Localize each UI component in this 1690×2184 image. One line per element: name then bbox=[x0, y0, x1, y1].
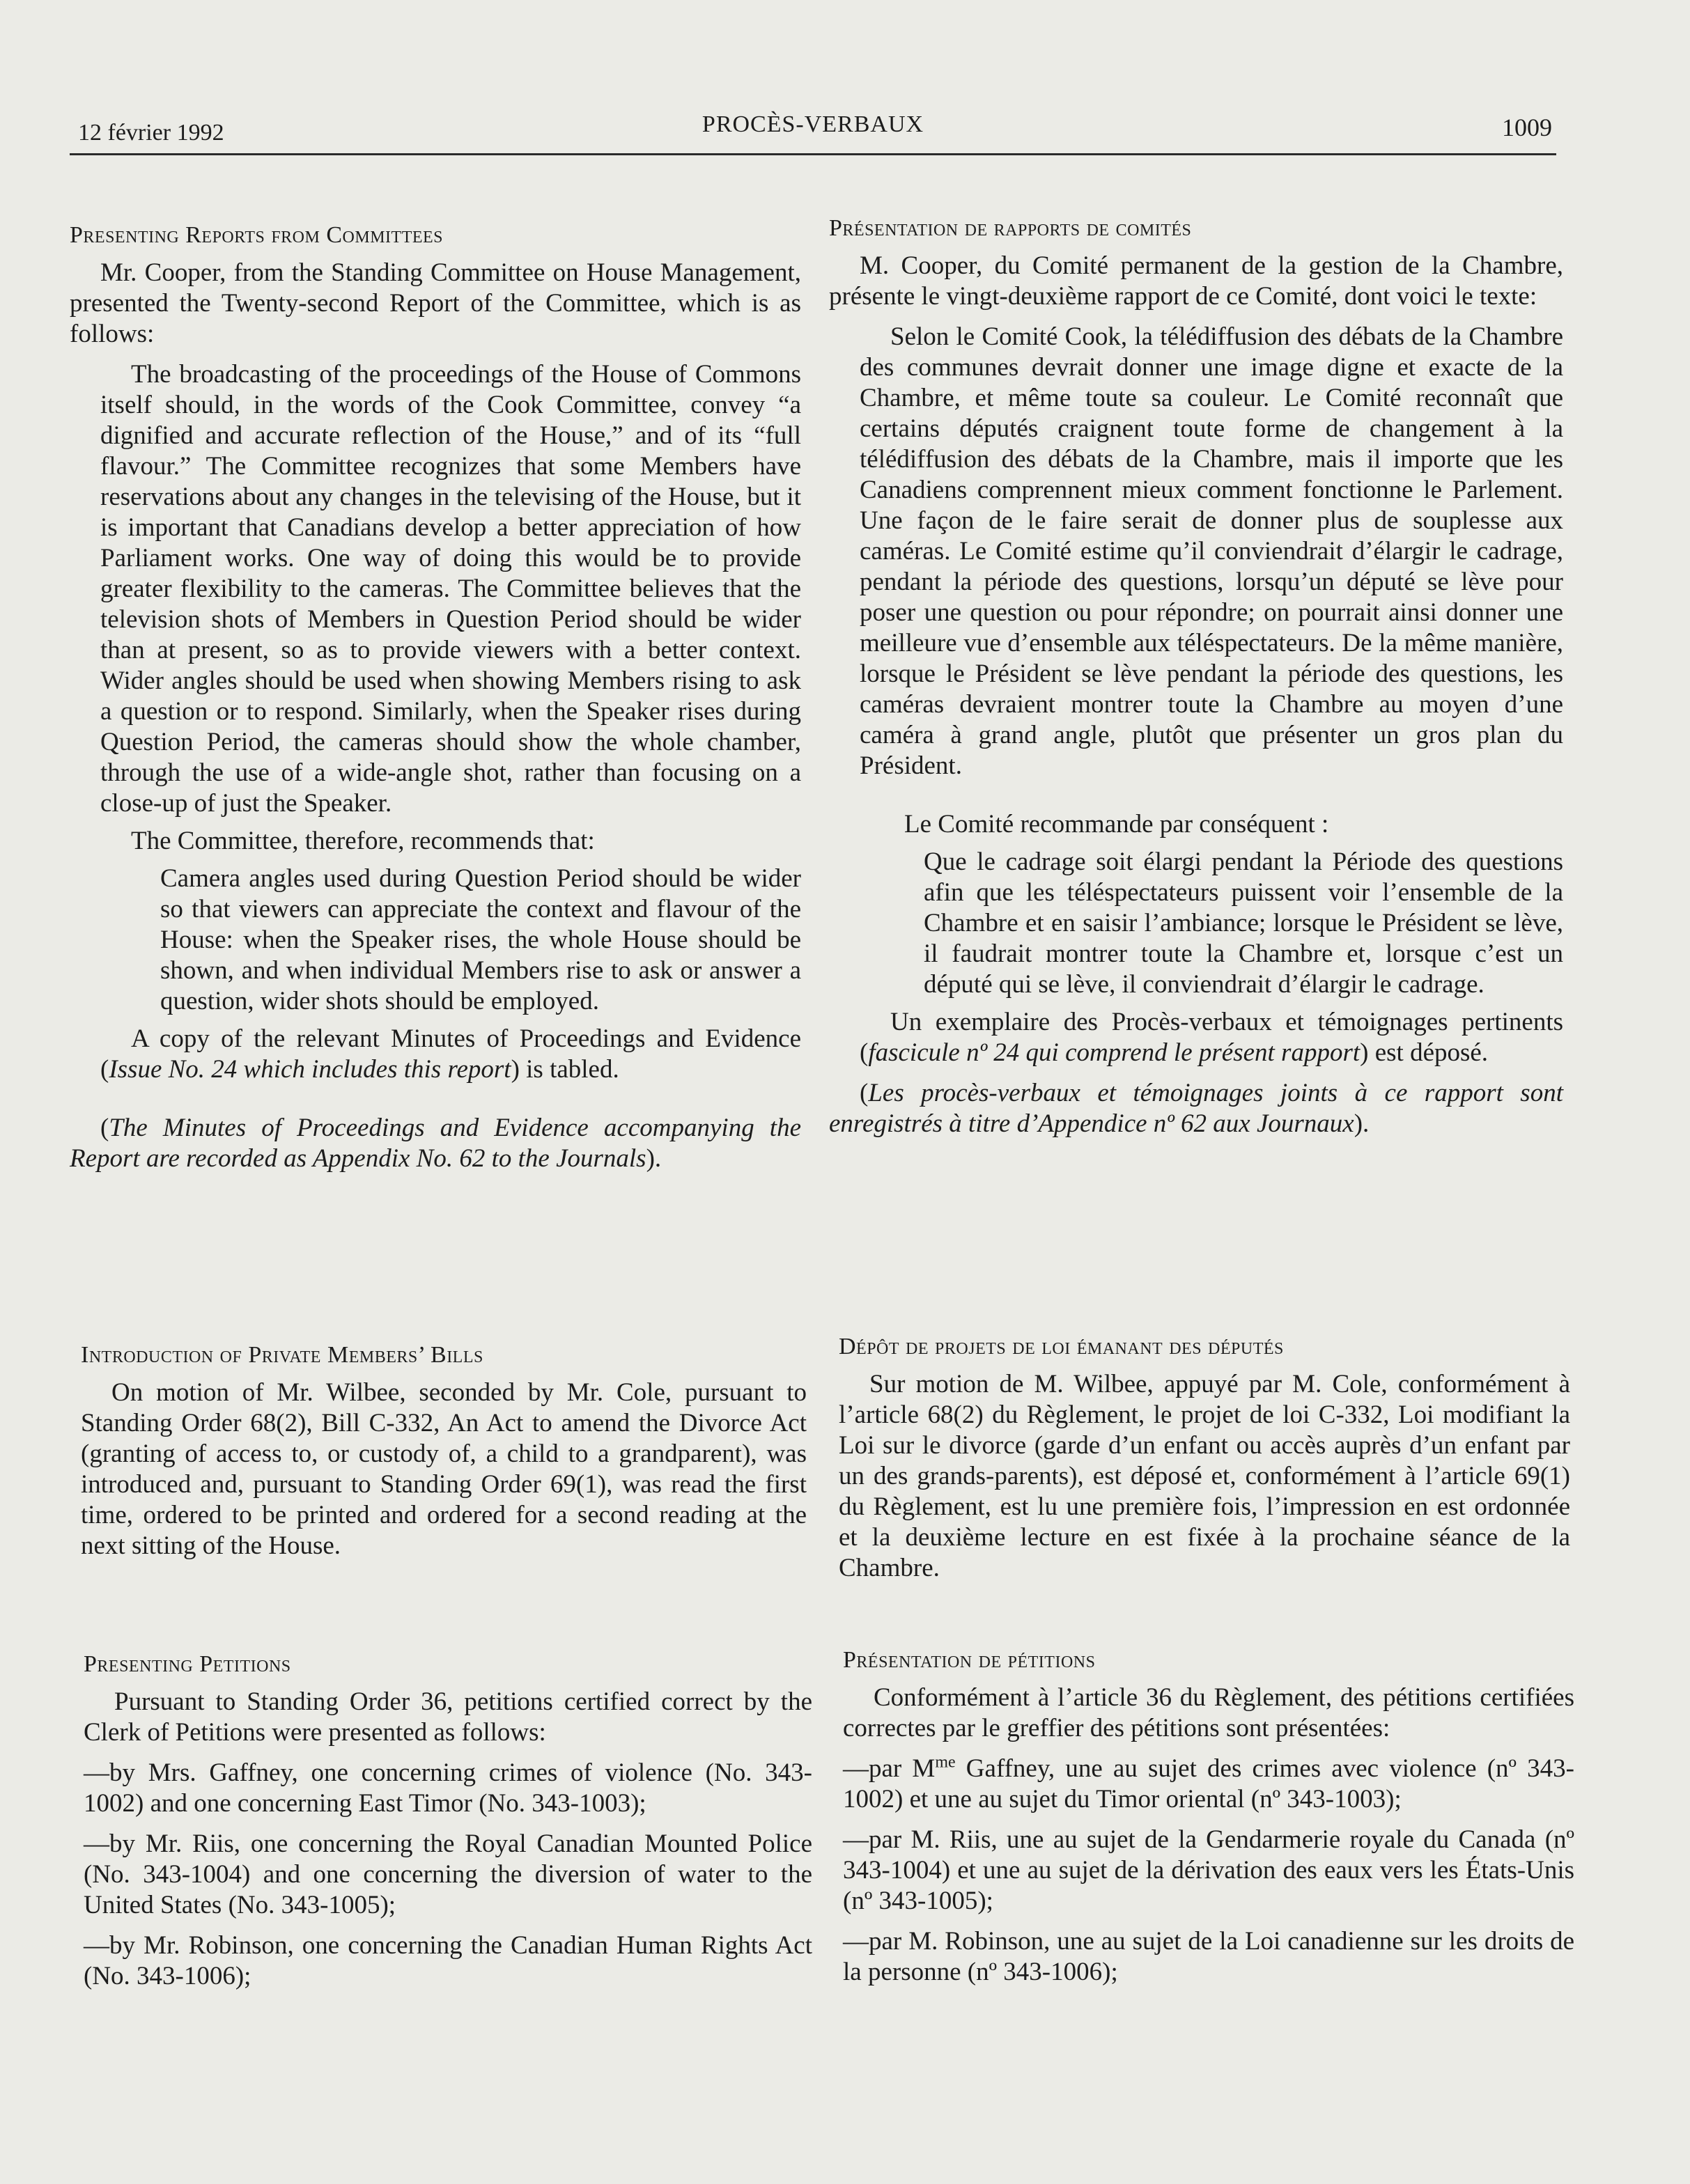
paragraph: Sur motion de M. Wilbee, appuyé par M. Cole, conformément à l’article 68(2) du Règlement, le projet de loi C-332, Loi modifiant la Loi sur le divorce (garde d’un enfant ou accès auprès d’un enfant par un des grands-parents), est déposé et, conformément à l’article 69(1) du Règlement, est lu une première fois, l’impression en est ordonnée et la deuxième lecture en est fixée à la prochaine séance de la Chambre. bbox=[839, 1370, 1570, 1582]
tabled-copy-paragraph: A copy of the relevant Minutes of Proceedings and Evidence (Issue No. 24 which includes this report) is tabled. bbox=[100, 1024, 801, 1084]
section-heading: Dépôt de projets de loi émanant des députés bbox=[839, 1334, 1284, 1359]
section-heading: Présentation de pétitions bbox=[843, 1647, 1096, 1673]
petition-item: —by Mr. Riis, one concerning the Royal Canadian Mounted Police (No. 343-1004) and one concerning the diversion of water to the United States (No. 343-1005); bbox=[84, 1830, 812, 1919]
page-number: 1009 bbox=[1502, 114, 1552, 141]
header-title: PROCÈS-VERBAUX bbox=[701, 111, 924, 137]
recommends-line: The Committee, therefore, recommends that: bbox=[131, 827, 595, 855]
paragraph: Conformément à l’article 36 du Règlement, des pétitions certifiées correctes par le greffier des pétitions sont présentées: bbox=[843, 1683, 1574, 1742]
french-bills-section bbox=[839, 1332, 1570, 1584]
section-heading: Presenting Reports from Committees bbox=[70, 222, 444, 248]
section-heading: Introduction of Private Members’ Bills bbox=[81, 1342, 483, 1368]
petition-item: —par M. Robinson, une au sujet de la Loi canadienne sur les droits de la personne (nº 343-1006); bbox=[843, 1927, 1574, 1986]
page-header bbox=[70, 104, 1556, 155]
appendix-note: (Les procès-verbaux et témoignages joints à ce rapport sont enregistrés à titre d’Appendice nº 62 aux Journaux). bbox=[829, 1079, 1563, 1138]
paragraph: Mr. Cooper, from the Standing Committee on House Management, presented the Twenty-second Report of the Committee, which is as follows: bbox=[70, 258, 801, 348]
tabled-copy-paragraph: Un exemplaire des Procès-verbaux et témoignages pertinents (fascicule nº 24 qui comprend le présent rapport) est déposé. bbox=[860, 1008, 1563, 1067]
paragraph: On motion of Mr. Wilbee, seconded by Mr. Cole, pursuant to Standing Order 68(2), Bill C-332, An Act to amend the Divorce Act (granting of access to, or custody of, a child to a grandparent), was introduced and, pursuant to Standing Order 69(1), was read the first time, ordered to be printed and ordered for a second reading at the next sitting of the House. bbox=[81, 1378, 807, 1560]
report-quote: The broadcasting of the proceedings of the House of Commons itself should, in the words of the Cook Committee, convey “a dignified and accurate reflection of the House,” and of its “full flavour.” The Committee recognizes that some Members have reservations about any changes in the televising of the House, but it is important that Canadians develop a better appreciation of how Parliament works. One way of doing this would be to provide greater flexibility to the cameras. The Committee believes that the television shots of Members in Question Period should be wider than at present, so as to provide viewers with a better context. Wider angles should be used when showing Members rising to ask a question or to respond. Similarly, when the Speaker rises during Question Period, the cameras should show the whole chamber, through the use of a wide-angle shot, rather than focusing on a close-up of just the Speaker. bbox=[100, 360, 801, 818]
header-date: 12 février 1992 bbox=[78, 120, 224, 146]
petition-item: —par M. Riis, une au sujet de la Gendarmerie royale du Canada (nº 343-1004) et une au sujet de la dérivation des eaux vers les États-Unis (nº 343-1005); bbox=[843, 1825, 1574, 1915]
recommends-line: Le Comité recommande par conséquent : bbox=[904, 810, 1329, 838]
french-reports-section bbox=[829, 213, 1563, 1139]
english-reports-section bbox=[70, 220, 801, 1174]
paragraph: Pursuant to Standing Order 36, petitions certified correct by the Clerk of Petitions were presented as follows: bbox=[84, 1687, 812, 1747]
english-petitions-section bbox=[84, 1649, 812, 1992]
french-petitions-section bbox=[843, 1645, 1574, 1988]
petition-item: —by Mr. Robinson, one concerning the Canadian Human Rights Act (No. 343-1006); bbox=[84, 1931, 812, 1990]
section-heading: Présentation de rapports de comités bbox=[829, 215, 1192, 241]
recommendation-text: Camera angles used during Question Period should be wider so that viewers can appreciate the context and flavour of the House: when the Speaker rises, the whole House should be shown, and when individual Members rise to ask or answer a question, wider shots should be employed. bbox=[160, 864, 801, 1015]
petition-item: —by Mrs. Gaffney, one concerning crimes of violence (No. 343-1002) and one concerning East Timor (No. 343-1003); bbox=[84, 1758, 812, 1818]
report-quote: Selon le Comité Cook, la télédiffusion des débats de la Chambre des communes devrait donner une image digne et exacte de la Chambre, et même toute sa couleur. Le Comité reconnaît que certains députés craignent toute forme de changement à la télédiffusion des débats de la Chambre, mais il importe que les Canadiens comprennent mieux comment fonctionne le Parlement. Une façon de le faire serait de donner plus de souplesse aux caméras. Le Comité estime qu’il conviendrait d’élargir le cadrage, pendant la période des questions, lorsqu’un député se lève pour poser une question ou pour répondre; on pourrait ainsi donner une meilleure vue d’ensemble aux téléspectateurs. De la même manière, lorsque le Président se lève pendant la période des questions, les caméras devraient montrer toute la Chambre au moyen d’une caméra à grand angle, plutôt que présenter un gros plan du Président. bbox=[860, 322, 1563, 780]
appendix-note: (The Minutes of Proceedings and Evidence accompanying the Report are recorded as Appendix No. 62 to the Journals). bbox=[70, 1114, 801, 1173]
paragraph: M. Cooper, du Comité permanent de la gestion de la Chambre, présente le vingt-deuxième rapport de ce Comité, dont voici le texte: bbox=[829, 251, 1563, 311]
section-heading: Presenting Petitions bbox=[84, 1651, 291, 1677]
recommendation-text: Que le cadrage soit élargi pendant la Période des questions afin que les téléspectateurs puissent voir l’ensemble de la Chambre et en saisir l’ambiance; lorsque le Président se lève, il faudrait montrer toute la Chambre et, lorsque c’est un député qui se lève, il conviendrait d’élargir le cadrage. bbox=[924, 848, 1563, 999]
english-bills-section bbox=[81, 1340, 807, 1561]
petition-item: —par $M^{me}$ Gaffney, une au sujet des crimes avec violence (nº 343-1002) et une au sujet du Timor oriental (nº 343-1003); bbox=[843, 1753, 1574, 1814]
